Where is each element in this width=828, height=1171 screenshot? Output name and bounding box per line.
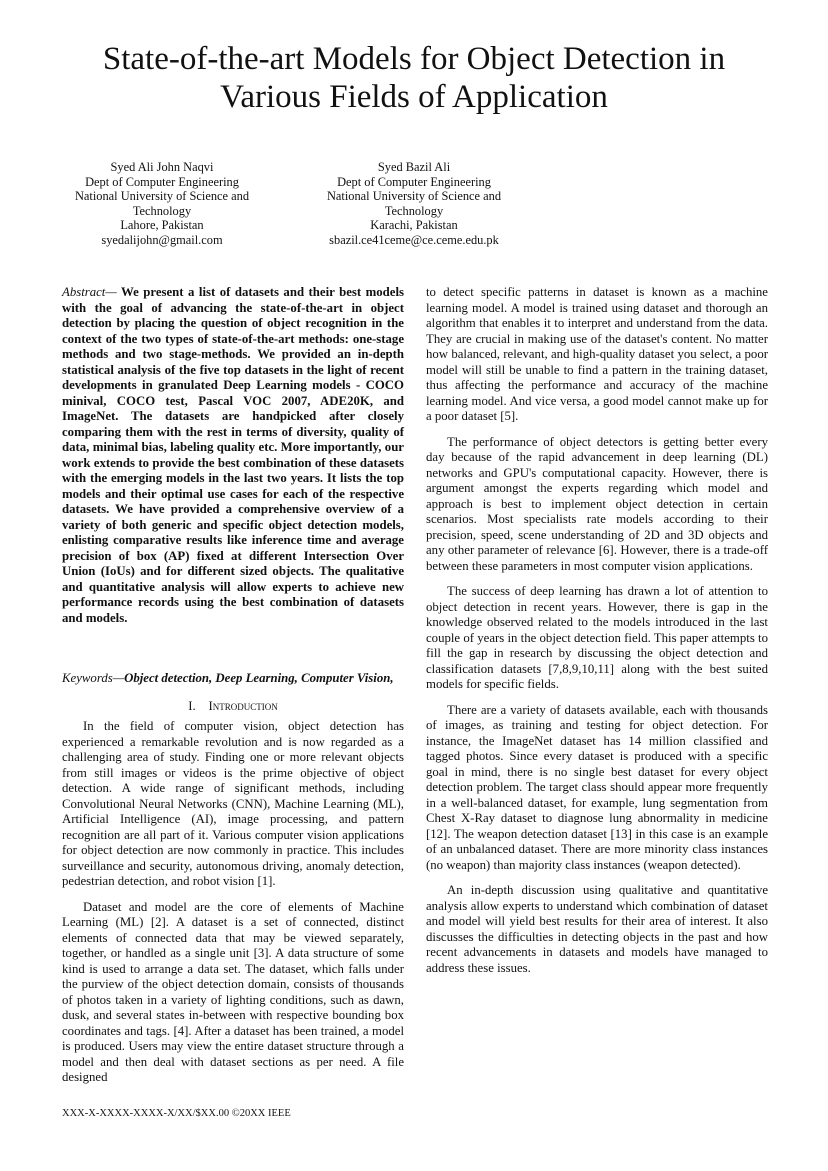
abstract-label: Abstract— xyxy=(62,285,117,299)
copyright-footer: XXX-X-XXXX-XXXX-X/XX/$XX.00 ©20XX IEEE xyxy=(62,1108,291,1119)
author-block-2 xyxy=(322,160,506,248)
intro-paragraph: There are a variety of datasets available, each with thousands of images, as training and testing for object detection. For instance, the ImageNet dataset has 14 million classified and tagged photos. Since every dataset is produced with a specific goal in mind, there is no single best dataset for every object detection problem. The target class should appear more frequently in a well-balanced dataset, for example, lung segmentation from Chest X-Ray dataset to diagnose lung abnormality in medicine [12]. The weapon detection dataset [13] in this case is an example of an unbalanced dataset. There are more minority class instances (no weapon) than majority class instances (weapon detected). xyxy=(426,702,768,872)
author-organization: National University of Science and xyxy=(326,189,502,204)
section-title: Introduction xyxy=(208,698,278,713)
left-column xyxy=(62,285,404,1086)
intro-paragraph: An in-depth discussion using qualitative and quantitative analysis allow experts to understand which combination of dataset and model will yield best results for their area of interest. It also discusses the difficulties in detecting objects in the past and how recent advancements in datasets and models have managed to address these issues. xyxy=(426,883,768,975)
right-column xyxy=(426,285,768,976)
abstract-text: We present a list of datasets and their best models with the goal of advancing the state-of-the-art in object detection by placing the question of object recognition in the context of the two types of state-of-the-art methods: one-stage methods and two stage-methods. We provided an in-depth statistical analysis of the five top datasets in the light of recent developments in granulated Deep Learning models - COCO minival, COCO test, Pascal VOC 2007, ADE20K, and ImageNet. The datasets are handpicked after closely comparing them with the rest in terms of diversity, quality of data, minimal bias, labeling quality etc. More importantly, our work extends to provide the best combination of these datasets with the emerging models in the last two years. It lists the top models and their optimal use cases for each of the respective datasets. We have provided a comprehensive overview of a variety of both generic and specific object detection models, enlisting comparative results like inference time and average precision of box (AP) fixed at different Intersection Over Union (IoUs) and for different sized objects. The qualitative and quantitative analysis will allow experts to achieve new performance records using the best combination of datasets and models. xyxy=(62,285,404,625)
author-location: Lahore, Pakistan xyxy=(120,218,204,233)
author-block-1 xyxy=(70,160,254,248)
author-email: sbazil.ce41ceme@ce.ceme.edu.pk xyxy=(329,232,499,247)
intro-paragraph: The performance of object detectors is getting better every day because of the rapid advancement in deep learning (DL) networks and GPU's computational capacity. However, there is argument amongst the experts regarding which model and approach is best to implement object detection in certain scenarios. Most specialists rate models according to their precision, speed, scene understanding of 2D and 3D objects and any other parameter of relevance [6]. However, there is a trade-off between these parameters in most computer vision applications. xyxy=(426,434,768,573)
author-department: Dept of Computer Engineering xyxy=(337,174,491,189)
keywords xyxy=(62,671,404,687)
section-number: I. xyxy=(188,698,196,713)
intro-paragraph: Dataset and model are the core of elements of Machine Learning (ML) [2]. A dataset is a set of connected, distinct elements of connected data that may be viewed separately, together, or handled as a single unit [3]. A data structure of some kind is used to arrange a data set. The dataset, which falls under the purview of the object detection domain, consists of thousands of photos taken in a variety of lighting conditions, such as dawn, dusk, and several states in-between with respective bounding box coordinates and tags. [4]. After a dataset has been trained, a model is produced. Users may view the entire dataset structure through a model and then deal with dataset sections as per need. A file designed xyxy=(62,899,404,1084)
author-name: Syed Bazil Ali xyxy=(377,160,451,174)
author-organization-cont: Technology xyxy=(132,203,192,218)
author-organization-cont: Technology xyxy=(384,203,444,218)
author-organization: National University of Science and xyxy=(74,189,250,204)
keywords-text: Object detection, Deep Learning, Computer Vision, xyxy=(124,671,394,685)
author-email: syedalijohn@gmail.com xyxy=(101,232,223,247)
author-name: Syed Ali John Naqvi xyxy=(110,160,214,174)
intro-paragraph: The success of deep learning has drawn a lot of attention to object detection in recent years. However, there is gap in the knowledge observed related to the models introduced in the last couple of years in the object detection field. This paper attempts to fill the gap in research by discussing the object detection and classification datasets [7,8,9,10,11] along with the best suited models for specific fields. xyxy=(426,584,768,691)
author-department: Dept of Computer Engineering xyxy=(85,174,239,189)
keywords-label: Keywords— xyxy=(62,671,125,685)
intro-paragraph: to detect specific patterns in dataset is known as a machine learning model. A model is trained using dataset and thorough an algorithm that enables it to interpret and understand from the data. They are crucial in making use of the dataset's content. No matter how balanced, relevant, and high-quality dataset you select, a poor model will still be unable to find a pattern in the training dataset, thus affecting the performance and accuracy of the machine learning model. And vice versa, a good model cannot make up for a poor dataset [5]. xyxy=(426,285,768,423)
paper-title: State-of-the-art Models for Object Detection in Various Fields of Application xyxy=(102,41,726,115)
author-location: Karachi, Pakistan xyxy=(370,218,458,233)
abstract xyxy=(62,285,404,626)
section-heading xyxy=(62,699,404,715)
intro-paragraph: In the field of computer vision, object detection has experienced a remarkable revolution and is now regarded as a challenging area of study. Finding one or more relevant objects from still images or videos is the prime objective of object detection. A wide range of significant methods, including Convolutional Neural Networks (CNN), Machine Learning (ML), Artificial Intelligence (AI), image processing, and pattern recognition are all part of it. Various computer vision applications for object detection are now commonly in practice. This includes surveillance and security, autonomous driving, anomaly detection, pedestrian detection, and robot vision [1]. xyxy=(62,719,404,888)
